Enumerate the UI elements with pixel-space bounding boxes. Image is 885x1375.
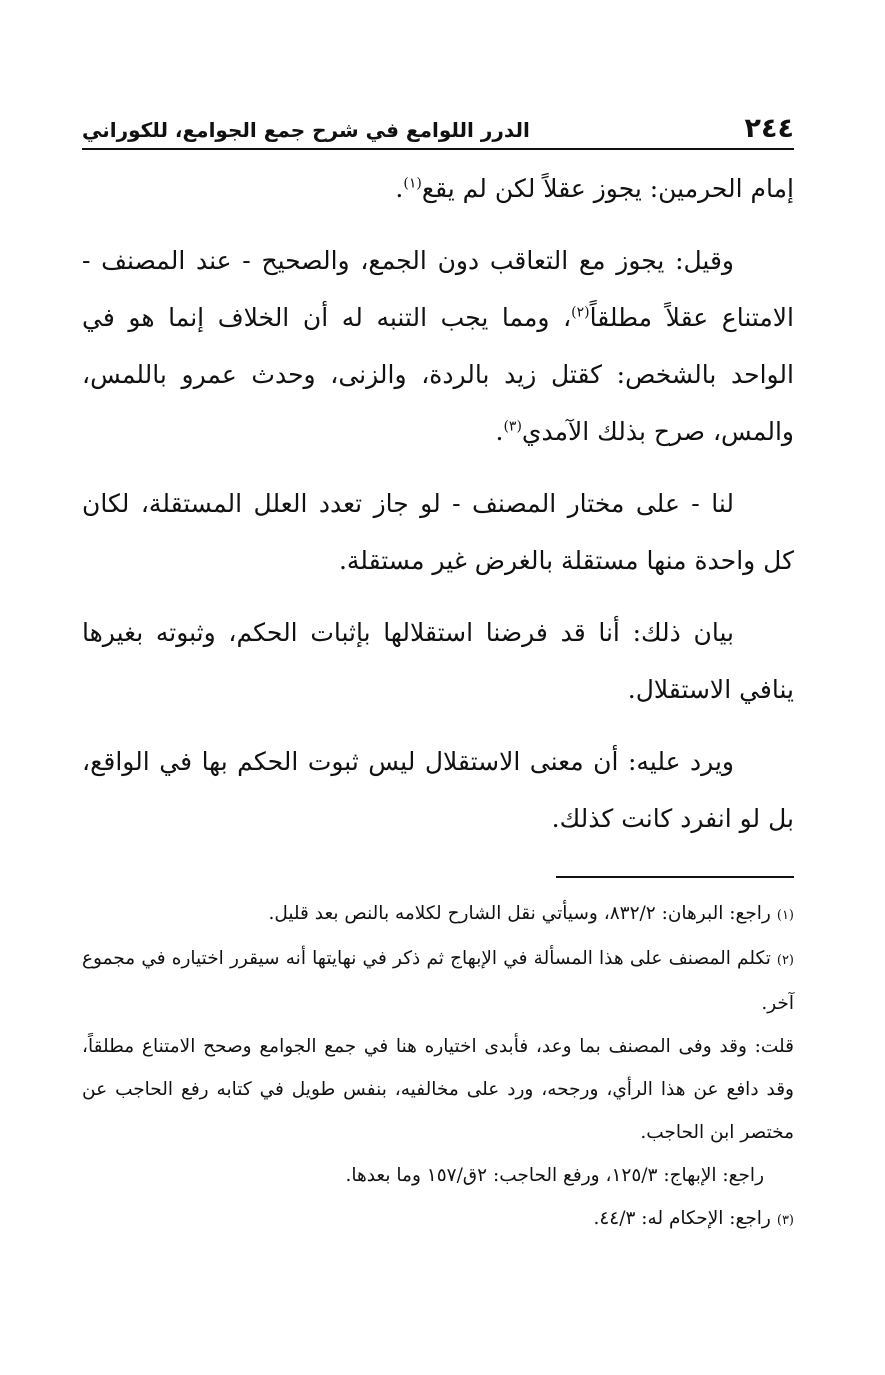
paragraph-3: لنا - على مختار المصنف - لو جاز تعدد العلل المستقلة، لكان كل واحدة منها مستقلة بالغرض غير مستقلة. [82,489,794,575]
footnote-2-note: قلت: وقد وفى المصنف بما وعد، فأبدى اختياره هنا في جمع الجوامع وصحح الامتناع مطلقاً، وقد دافع عن هذا الرأي، ورجحه، ورد على مخالفيه، بنفس طويل في كتابه رفع الحاجب عن مختصر ابن الحاجب. [82,1036,794,1143]
footnote-2-number: (٢) [776,953,794,968]
footnote-separator [556,876,794,878]
paragraph-2-text-a: وقيل: يجوز مع التعاقب دون الجمع، والصحيح - عند المصنف - الامتناع عقلاً مطلقاً [82,246,795,332]
footnote-3 [82,1197,794,1242]
page-number: ٢٤٤ [744,113,794,144]
paragraph-4: بيان ذلك: أنا قد فرضنا استقلالها بإثبات الحكم، وثبوته بغيرها ينافي الاستقلال. [82,618,794,704]
paragraph-1-end: . [395,174,404,203]
paragraph-1-text: إمام الحرمين: يجوز عقلاً لكن لم يقع [421,174,794,203]
footnote-2-reference: راجع: الإبهاج: ١٢٥/٣، ورفع الحاجب: ٢ق/١٥٧ وما بعدها. [345,1165,764,1186]
footnote-1 [82,892,794,937]
paragraph-2-end: . [495,417,504,446]
footnote-1-number: (١) [776,908,794,923]
footnote-ref-1: (١) [403,175,422,192]
footnote-1-text: راجع: البرهان: ٨٣٢/٢، وسيأتي نقل الشارح لكلامه بالنص بعد قليل. [268,903,771,924]
main-text [82,160,794,862]
footnote-3-text: راجع: الإحكام له: ٤٤/٣. [593,1208,771,1229]
footnote-2 [82,937,794,1025]
footnotes [82,892,794,1242]
footnote-ref-3: (٣) [503,418,522,435]
page-header [82,104,794,150]
paragraph-2-text-b: ، ومما يجب التنبه له أن الخلاف إنما هو في الواحد بالشخص: كقتل زيد بالردة، والزنى، وحدث عمرو باللمس، والمس، صرح بذلك الآمدي [82,303,794,446]
paragraph-1 [82,160,794,217]
paragraph-5: ويرد عليه: أن معنى الاستقلال ليس ثبوت الحكم بها في الواقع، بل لو انفرد كانت كذلك. [82,747,794,833]
footnote-3-number: (٣) [776,1213,794,1228]
footnote-ref-2: (٢) [571,304,590,321]
footnote-2-text: تكلم المصنف على هذا المسألة في الإبهاج ثم ذكر في نهايتها أنه سيقرر اختياره في مجموع آخر. [82,948,794,1014]
paragraph-2 [82,232,794,460]
running-title: الدرر اللوامع في شرح جمع الجوامع، للكوراني [82,118,530,142]
